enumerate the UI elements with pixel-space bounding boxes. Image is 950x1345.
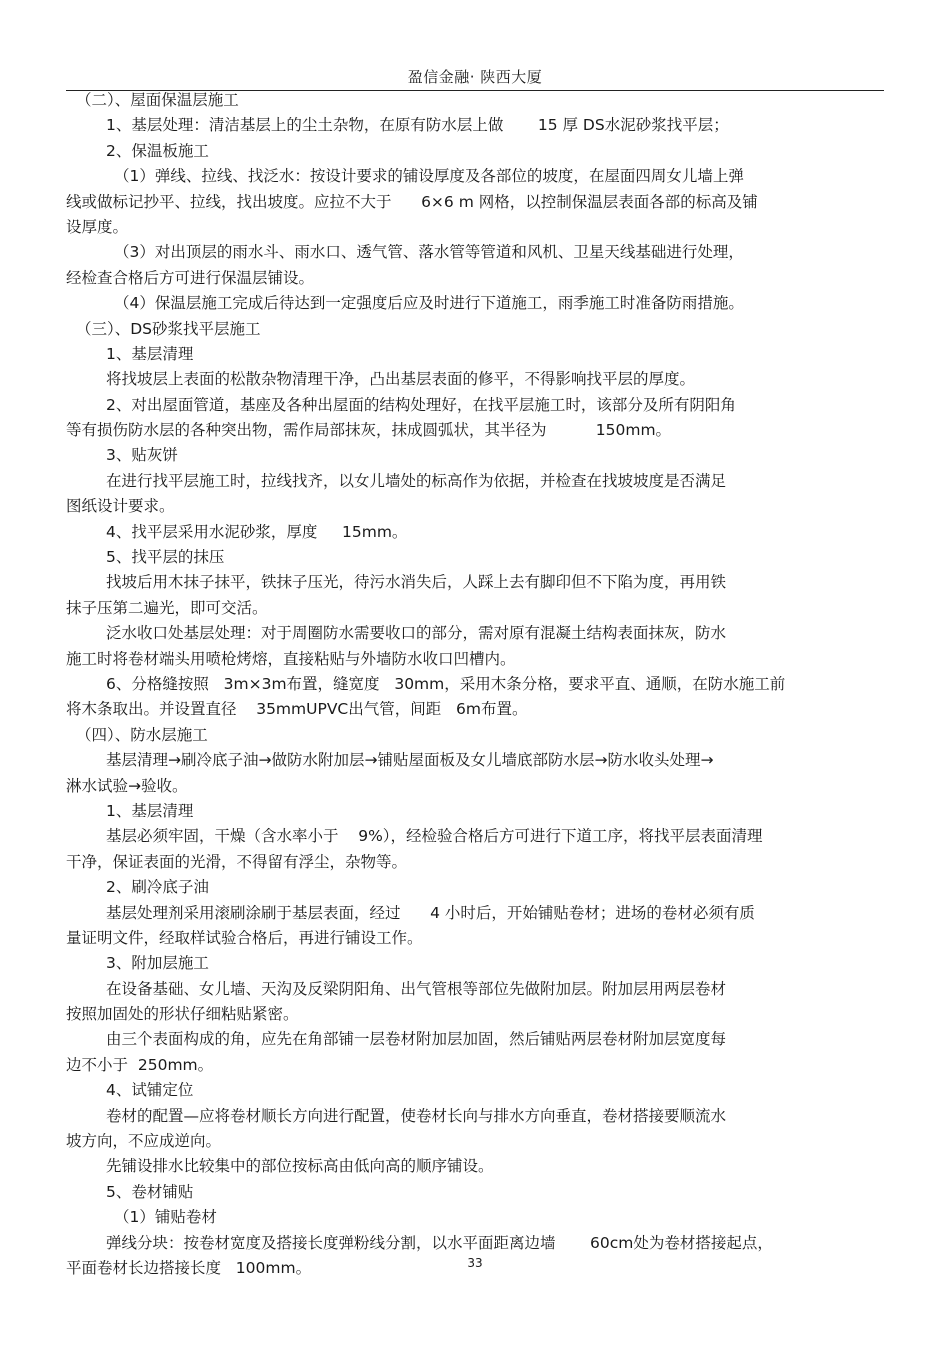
text-line: 施工时将卷材端头用喷枪烤熔，直接粘贴与外墙防水收口凹槽内。 xyxy=(66,649,516,668)
text-line: 弹线分块：按卷材宽度及搭接长度弹粉线分割，以水平面距离边墙 60cm处为卷材搭接起点， xyxy=(106,1233,773,1252)
text-line: 将找坡层上表面的松散杂物清理干净，凸出基层表面的修平，不得影响找平层的厚度。 xyxy=(106,370,696,389)
text-line: 基层清理→刷冷底子油→做防水附加层→铺贴屋面板及女儿墙底部防水层→防水收头处理→ xyxy=(106,751,714,770)
text-line: 在进行找平层施工时，拉线找齐，以女儿墙处的标高作为依据，并检查在找坡坡度是否满足 xyxy=(106,471,727,490)
text-line: （三）、DS砂浆找平层施工 xyxy=(76,319,261,338)
text-line: 淋水试验→验收。 xyxy=(66,776,188,795)
text-line: 量证明文件，经取样试验合格后，再进行铺设工作。 xyxy=(66,928,423,947)
text-line: 泛水收口处基层处理：对于周圈防水需要收口的部分，需对原有混凝土结构表面抹灰，防水 xyxy=(106,624,727,643)
text-line: 将木条取出。并设置直径 35mmUPVC出气管，间距 6m布置。 xyxy=(66,700,528,719)
text-line: 1、基层清理 xyxy=(106,344,194,363)
text-line: （4）保温层施工完成后待达到一定强度后应及时进行下道施工，雨季施工时准备防雨措施。 xyxy=(114,294,744,313)
text-line: 经检查合格后方可进行保温层铺设。 xyxy=(66,268,315,287)
text-line: 图纸设计要求。 xyxy=(66,497,175,516)
text-line: 基层必须牢固，干燥（含水率小于 9%），经检验合格后方可进行下道工序，将找平层表面清理 xyxy=(106,827,763,846)
text-line: 1、基层处理：清洁基层上的尘土杂物，在原有防水层上做 15 厚 DS水泥砂浆找平层； xyxy=(106,116,729,135)
page-number: 33 xyxy=(467,1256,483,1270)
text-line: 3、附加层施工 xyxy=(106,954,209,973)
text-line: 边不小于 250mm。 xyxy=(66,1055,214,1074)
text-line: 坡方向，不应成逆向。 xyxy=(66,1132,222,1151)
text-line: 卷材的配置—应将卷材顺长方向进行配置，使卷材长向与排水方向垂直，卷材搭接要顺流水 xyxy=(106,1106,727,1125)
text-line: 2、保温板施工 xyxy=(106,141,209,160)
text-line: 1、基层清理 xyxy=(106,801,194,820)
text-line: 按照加固处的形状仔细粘贴紧密。 xyxy=(66,1005,299,1024)
text-line: （1）弹线、拉线、找泛水：按设计要求的铺设厚度及各部位的坡度，在屋面四周女儿墙上弹 xyxy=(114,167,744,186)
text-line: 设厚度。 xyxy=(66,217,129,236)
text-line: 抹子压第二遍光，即可交活。 xyxy=(66,598,268,617)
text-line: 找坡后用木抹子抹平，铁抹子压光，待污水消失后，人踩上去有脚印但不下陷为度，再用铁 xyxy=(106,573,727,592)
text-line: 由三个表面构成的角，应先在角部铺一层卷材附加层加固，然后铺贴两层卷材附加层宽度每 xyxy=(106,1030,727,1049)
text-line: 5、卷材铺贴 xyxy=(106,1182,194,1201)
text-line: （1）铺贴卷材 xyxy=(114,1208,217,1227)
text-line: 平面卷材长边搭接长度 100mm。 xyxy=(66,1258,312,1277)
text-line: （四）、防水层施工 xyxy=(76,725,208,744)
text-line: 线或做标记抄平、拉线，找出坡度。应拉不大于 6×6 m 网格，以控制保温层表面各部的标高及铺 xyxy=(66,192,758,211)
text-line: 2、对出屋面管道，基座及各种出屋面的结构处理好，在找平层施工时，该部分及所有阴阳角 xyxy=(106,395,736,414)
text-line: 等有损伤防水层的各种突出物，需作局部抹灰，抹成圆弧状，其半径为 150mm。 xyxy=(66,421,672,440)
text-line: 6、分格缝按照 3m×3m布置，缝宽度 30mm，采用木条分格，要求平直、通顺，在防水施工前 xyxy=(106,674,786,693)
text-line: 2、刷冷底子油 xyxy=(106,878,209,897)
text-line: 5、找平层的抹压 xyxy=(106,548,225,567)
text-line: （3）对出顶层的雨水斗、雨水口、透气管、落水管等管道和风机、卫星天线基础进行处理， xyxy=(114,243,744,262)
text-line: 3、贴灰饼 xyxy=(106,446,178,465)
text-line: 4、找平层采用水泥砂浆，厚度 15mm。 xyxy=(106,522,408,541)
page-header: 盈信金融· 陕西大厦 xyxy=(407,68,543,86)
text-line: （二）、屋面保温层施工 xyxy=(76,91,239,109)
text-line: 4、试铺定位 xyxy=(106,1081,194,1100)
text-line: 先铺设排水比较集中的部位按标高由低向高的顺序铺设。 xyxy=(106,1157,494,1176)
document-body xyxy=(66,88,866,1281)
text-line: 基层处理剂采用滚刷涂刷于基层表面，经过 4 小时后，开始铺贴卷材；进场的卷材必须有质 xyxy=(106,903,755,922)
text-line: 干净，保证表面的光滑，不得留有浮尘，杂物等。 xyxy=(66,852,408,871)
text-line: 在设备基础、女儿墙、天沟及反梁阴阳角、出气管根等部位先做附加层。附加层用两层卷材 xyxy=(106,979,727,998)
